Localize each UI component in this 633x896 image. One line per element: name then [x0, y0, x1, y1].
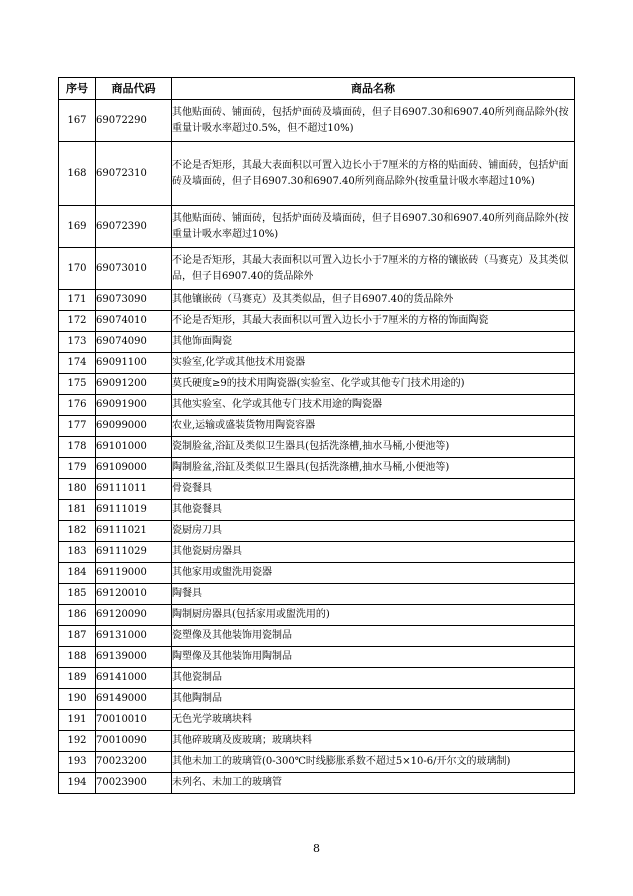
table-row — [59, 605, 575, 626]
row-seq: 176 — [59, 395, 96, 416]
row-code: 70010010 — [96, 710, 172, 731]
row-seq: 170 — [59, 248, 96, 290]
row-seq: 185 — [59, 584, 96, 605]
table-row — [59, 521, 575, 542]
table-row — [59, 647, 575, 668]
row-code: 69073090 — [96, 290, 172, 311]
row-seq: 190 — [59, 689, 96, 710]
row-code: 70010090 — [96, 731, 172, 752]
table-row — [59, 668, 575, 689]
table-row — [59, 374, 575, 395]
row-code: 69072390 — [96, 206, 172, 248]
row-name: 瓷塑像及其他装饰用瓷制品 — [172, 626, 575, 647]
row-code: 69074010 — [96, 311, 172, 332]
row-code: 69111011 — [96, 479, 172, 500]
row-code: 69120090 — [96, 605, 172, 626]
row-seq: 186 — [59, 605, 96, 626]
row-seq: 171 — [59, 290, 96, 311]
row-seq: 183 — [59, 542, 96, 563]
row-seq: 173 — [59, 332, 96, 353]
row-seq: 189 — [59, 668, 96, 689]
row-seq: 177 — [59, 416, 96, 437]
row-name: 陶塑像及其他装饰用陶制品 — [172, 647, 575, 668]
row-name: 其他饰面陶瓷 — [172, 332, 575, 353]
row-code: 69099000 — [96, 416, 172, 437]
row-code: 69149000 — [96, 689, 172, 710]
row-seq: 178 — [59, 437, 96, 458]
row-name: 其他未加工的玻璃管(0-300℃时线膨胀系数不超过5×10-6/开尔文的玻璃制) — [172, 752, 575, 773]
row-code: 69131000 — [96, 626, 172, 647]
row-code: 69120010 — [96, 584, 172, 605]
table-row — [59, 731, 575, 752]
table-row — [59, 248, 575, 290]
row-name: 其他实验室、化学或其他专门技术用途的陶瓷器 — [172, 395, 575, 416]
row-name: 其他瓷餐具 — [172, 500, 575, 521]
row-seq: 188 — [59, 647, 96, 668]
table-row — [59, 311, 575, 332]
table-header-row — [59, 78, 575, 100]
row-seq: 179 — [59, 458, 96, 479]
row-code: 69111021 — [96, 521, 172, 542]
row-seq: 181 — [59, 500, 96, 521]
table-row — [59, 353, 575, 374]
row-seq: 191 — [59, 710, 96, 731]
commodity-table — [58, 77, 575, 794]
table-row — [59, 773, 575, 794]
table-row — [59, 500, 575, 521]
page-number: 8 — [313, 842, 320, 855]
row-name: 其他贴面砖、铺面砖，包括炉面砖及墙面砖，但子目6907.30和6907.40所列商品除外(按重量计吸水率超过0.5%，但不超过10%) — [172, 100, 575, 142]
row-seq: 175 — [59, 374, 96, 395]
table-row — [59, 689, 575, 710]
table-row — [59, 710, 575, 731]
row-code: 69091200 — [96, 374, 172, 395]
table-row — [59, 437, 575, 458]
row-seq: 180 — [59, 479, 96, 500]
row-seq: 174 — [59, 353, 96, 374]
row-name: 其他贴面砖、铺面砖，包括炉面砖及墙面砖，但子目6907.30和6907.40所列商品除外(按重量计吸水率超过10%) — [172, 206, 575, 248]
header-name: 商品名称 — [172, 78, 575, 100]
row-code: 69073010 — [96, 248, 172, 290]
row-code: 69109000 — [96, 458, 172, 479]
row-seq: 192 — [59, 731, 96, 752]
row-code: 69141000 — [96, 668, 172, 689]
row-code: 69091900 — [96, 395, 172, 416]
row-code: 69139000 — [96, 647, 172, 668]
row-name: 其他镶嵌砖（马赛克）及其类似品，但子目6907.40的货品除外 — [172, 290, 575, 311]
table-row — [59, 752, 575, 773]
table-row — [59, 206, 575, 248]
table-row — [59, 563, 575, 584]
row-code: 70023200 — [96, 752, 172, 773]
row-code: 69119000 — [96, 563, 172, 584]
row-name: 其他陶制品 — [172, 689, 575, 710]
row-seq: 187 — [59, 626, 96, 647]
row-code: 69101000 — [96, 437, 172, 458]
table-row — [59, 584, 575, 605]
row-name: 莫氏硬度≥9的技术用陶瓷器(实验室、化学或其他专门技术用途的) — [172, 374, 575, 395]
row-code: 69111029 — [96, 542, 172, 563]
table-row — [59, 142, 575, 206]
row-code: 69111019 — [96, 500, 172, 521]
row-name: 陶制厨房器具(包括家用或盥洗用的) — [172, 605, 575, 626]
row-name: 无色光学玻璃块料 — [172, 710, 575, 731]
row-seq: 168 — [59, 142, 96, 206]
row-seq: 169 — [59, 206, 96, 248]
row-name: 其他家用或盥洗用瓷器 — [172, 563, 575, 584]
row-name: 瓷厨房刀具 — [172, 521, 575, 542]
row-code: 69072290 — [96, 100, 172, 142]
row-name: 骨瓷餐具 — [172, 479, 575, 500]
table-row — [59, 542, 575, 563]
row-name: 其他碎玻璃及废玻璃；玻璃块料 — [172, 731, 575, 752]
row-name: 农业,运输或盛装货物用陶瓷容器 — [172, 416, 575, 437]
row-seq: 193 — [59, 752, 96, 773]
row-name: 其他瓷制品 — [172, 668, 575, 689]
row-name: 陶餐具 — [172, 584, 575, 605]
row-code: 69072310 — [96, 142, 172, 206]
header-seq: 序号 — [59, 78, 96, 100]
row-name: 不论是否矩形，其最大表面积以可置入边长小于7厘米的方格的贴面砖、铺面砖，包括炉面砖及墙面砖，但子目6907.30和6907.40所列商品除外(按重量计吸水率超过10%) — [172, 142, 575, 206]
table-row — [59, 479, 575, 500]
row-name: 瓷制脸盆,浴缸及类似卫生器具(包括洗涤槽,抽水马桶,小便池等) — [172, 437, 575, 458]
table-row — [59, 332, 575, 353]
row-name: 未列名、未加工的玻璃管 — [172, 773, 575, 794]
row-code: 69091100 — [96, 353, 172, 374]
row-seq: 182 — [59, 521, 96, 542]
table-row — [59, 100, 575, 142]
row-name: 不论是否矩形，其最大表面积以可置入边长小于7厘米的方格的镶嵌砖（马赛克）及其类似品，但子目6907.40的货品除外 — [172, 248, 575, 290]
header-code: 商品代码 — [96, 78, 172, 100]
row-seq: 167 — [59, 100, 96, 142]
row-name: 其他瓷厨房器具 — [172, 542, 575, 563]
row-seq: 194 — [59, 773, 96, 794]
table-row — [59, 290, 575, 311]
table-row — [59, 626, 575, 647]
table-row — [59, 416, 575, 437]
row-seq: 184 — [59, 563, 96, 584]
row-name: 陶制脸盆,浴缸及类似卫生器具(包括洗涤槽,抽水马桶,小便池等) — [172, 458, 575, 479]
table-row — [59, 395, 575, 416]
row-seq: 172 — [59, 311, 96, 332]
row-code: 69074090 — [96, 332, 172, 353]
row-name: 不论是否矩形，其最大表面积以可置入边长小于7厘米的方格的饰面陶瓷 — [172, 311, 575, 332]
table-row — [59, 458, 575, 479]
row-name: 实验室,化学或其他技术用瓷器 — [172, 353, 575, 374]
row-code: 70023900 — [96, 773, 172, 794]
